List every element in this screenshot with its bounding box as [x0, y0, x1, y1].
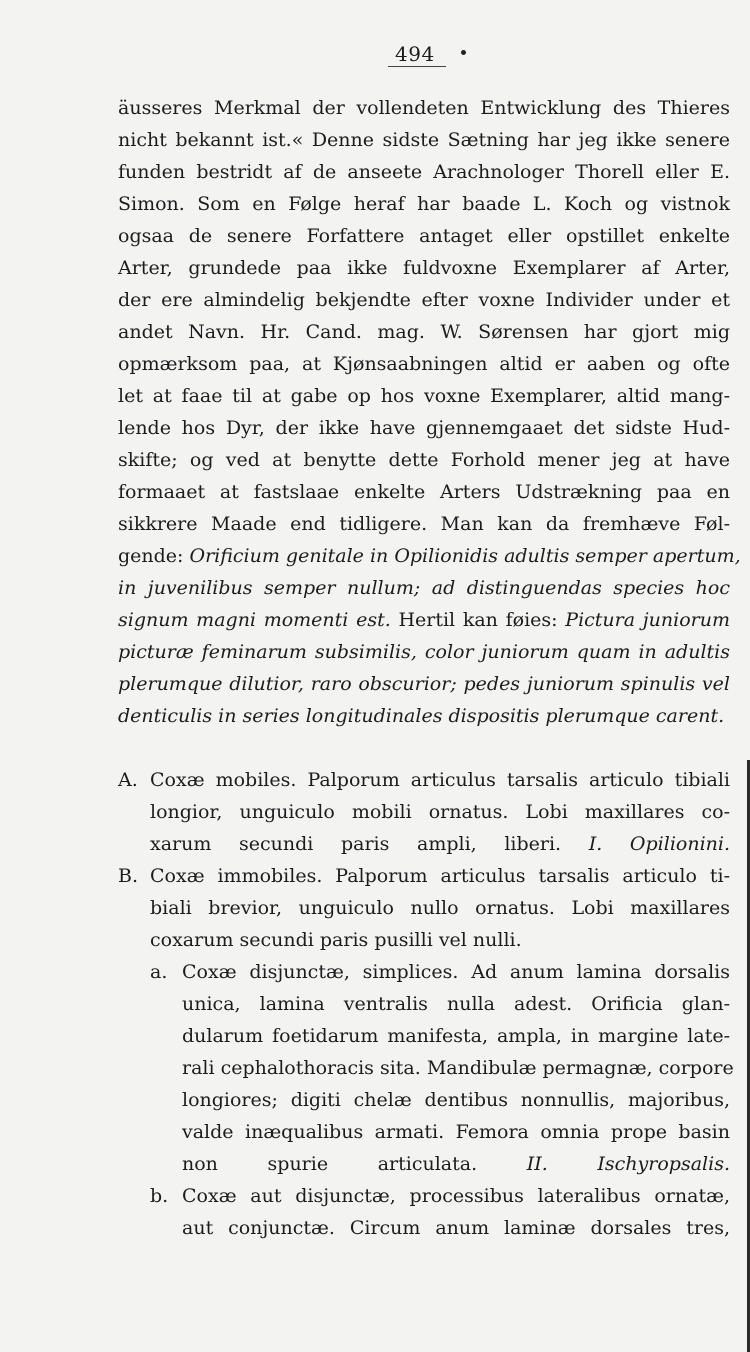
latin-quote: signum magni momenti est.: [118, 609, 391, 631]
paragraph-line: skifte; og ved at benytte dette Forhold mener jeg at have: [118, 449, 730, 471]
paragraph-line: der ere almindelig bekjendte efter voxne Individer under et: [118, 289, 730, 311]
latin-quote: Pictura juniorum: [565, 609, 730, 631]
paragraph-line: Arter, grundede paa ikke fuldvoxne Exemplarer af Arter,: [118, 257, 730, 279]
key-text: non spurie articulata.: [182, 1153, 478, 1175]
taxon-name: I. Opilionini.: [588, 833, 730, 855]
page-number: 494: [395, 42, 435, 66]
key-text: Coxæ mobiles. Palporum articulus tarsalis articulo tibiali: [150, 769, 730, 791]
paragraph-line: let at faae til at gabe op hos voxne Exemplarer, altid mang-: [118, 385, 730, 407]
key-text: Coxæ immobiles. Palporum articulus tarsalis articulo ti-: [150, 865, 730, 887]
key-marker: A.: [118, 769, 138, 791]
key-line: coxarum secundi paris pusilli vel nulli.: [150, 929, 522, 951]
paragraph-line: sikkrere Maade end tidligere. Man kan da fremhæve Føl-: [118, 513, 730, 535]
page-number-dot: [461, 50, 466, 55]
key-line: rali cephalothoracis sita. Mandibulæ permagnæ, corpore: [182, 1057, 734, 1079]
key-line: [150, 960, 730, 984]
paragraph-line: [118, 544, 741, 568]
key-line: unica, lamina ventralis nulla adest. Orificia glan-: [182, 993, 730, 1015]
paragraph-roman-text: Hertil kan føies:: [390, 609, 566, 631]
key-marker: B.: [118, 865, 139, 887]
key-text: Coxæ aut disjunctæ, processibus lateralibus ornatæ,: [182, 1185, 730, 1207]
key-line: [150, 832, 730, 856]
key-text: Coxæ disjunctæ, simplices. Ad anum lamina dorsalis: [182, 961, 730, 983]
key-line: [118, 768, 730, 792]
paragraph-roman-text: gende:: [118, 545, 190, 567]
latin-quote-line: denticulis in series longitudinales dispositis plerumque carent.: [118, 705, 725, 727]
paragraph-line: formaaet at fastslaae enkelte Arters Udstrækning paa en: [118, 481, 730, 503]
paragraph-line: [118, 608, 730, 632]
key-line: longior, unguiculo mobili ornatus. Lobi maxillares co-: [150, 801, 730, 823]
paragraph-line: ogsaa de senere Forfattere antaget eller opstillet enkelte: [118, 225, 730, 247]
paragraph-line: funden bestridt af de anseete Arachnologer Thorell eller E.: [118, 161, 730, 183]
page-number-underline: [388, 66, 446, 67]
key-marker: a.: [150, 961, 168, 983]
latin-quote: Orificium genitale in Opilionidis adultis semper apertum,: [189, 545, 741, 567]
latin-quote-line: picturæ feminarum subsimilis, color juniorum quam in adultis: [118, 641, 730, 663]
key-line: dularum foetidarum manifesta, ampla, in margine late-: [182, 1025, 730, 1047]
paragraph-line: Simon. Som en Følge heraf har baade L. Koch og vistnok: [118, 193, 730, 215]
paragraph-line: nicht bekannt ist.« Denne sidste Sætning har jeg ikke senere: [118, 129, 730, 151]
key-line: biali brevior, unguiculo nullo ornatus. Lobi maxillares: [150, 897, 730, 919]
paragraph-line: andet Navn. Hr. Cand. mag. W. Sørensen har gjort mig: [118, 321, 730, 343]
key-text: xarum secundi paris ampli, liberi.: [150, 833, 562, 855]
key-line: longiores; digiti chelæ dentibus nonnullis, majoribus,: [182, 1089, 730, 1111]
key-line: valde inæqualibus armati. Femora omnia prope basin: [182, 1121, 730, 1143]
paragraph-line: lende hos Dyr, der ikke have gjennemgaaet det sidste Hud-: [118, 417, 730, 439]
key-marker: b.: [150, 1185, 169, 1207]
latin-quote-line: plerumque dilutior, raro obscurior; pedes juniorum spinulis vel: [118, 673, 730, 695]
taxon-name: II. Ischyropsalis.: [526, 1153, 730, 1175]
paragraph-line: äusseres Merkmal der vollendeten Entwicklung des Thieres: [118, 97, 730, 119]
key-line: [150, 1184, 730, 1208]
latin-quote-line: in juvenilibus semper nullum; ad distinguendas species hoc: [118, 577, 730, 599]
paragraph-line: opmærksom paa, at Kjønsaabningen altid er aaben og ofte: [118, 353, 730, 375]
key-line: aut conjunctæ. Circum anum laminæ dorsales tres,: [182, 1217, 730, 1239]
key-line: [118, 864, 730, 888]
key-line: [182, 1152, 730, 1176]
